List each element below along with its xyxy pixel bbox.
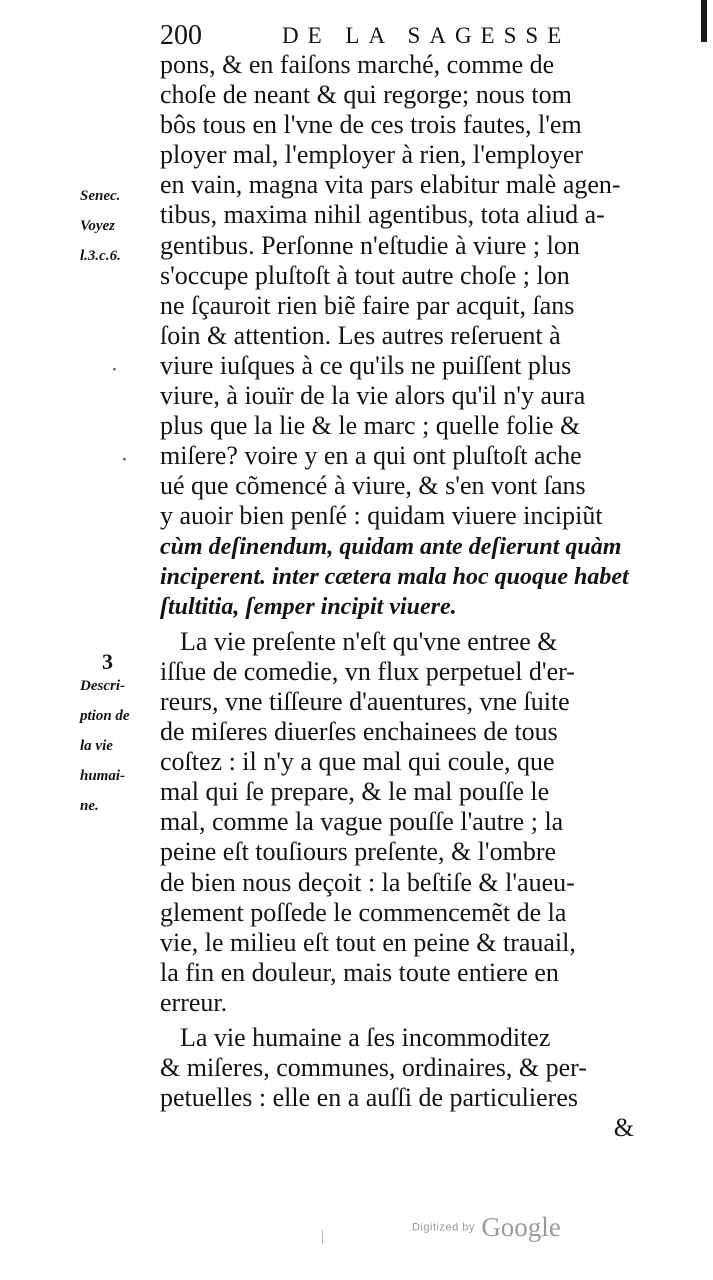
text-line: reurs, vne tiſſeure d'auentures, vne ſuite xyxy=(160,686,570,716)
text-line: de miſeres diuerſes enchainees de tous xyxy=(160,717,558,747)
margin-note-line: humai- xyxy=(80,768,126,785)
text-line: ué que cõmencé à viure, & s'en vont ſans xyxy=(160,471,586,501)
text-line: ſoin & attention. Les autres reſeruent à xyxy=(160,320,561,350)
page-number: 200 xyxy=(160,20,202,51)
text-line: miſere? voire y en a qui ont pluſtoſt ache xyxy=(160,441,582,471)
watermark-prefix: Digitized by xyxy=(412,1221,475,1234)
page-header xyxy=(160,18,571,54)
running-head: DE LA SAGESSE xyxy=(282,23,571,48)
text-line: s'occupe pluſtoſt à tout autre choſe ; lon xyxy=(160,260,570,290)
text-line: la fin en douleur, mais toute entiere en xyxy=(160,957,559,987)
text-line: en vain, magna vita pars elabitur malè agen- xyxy=(160,170,621,200)
text-line: iſſue de comedie, vn flux perpetuel d'er- xyxy=(160,656,575,686)
text-line: mal qui ſe prepare, & le mal pouſſe le xyxy=(160,777,550,807)
margin-note-line: Descri- xyxy=(80,678,125,694)
text-line: glement poſſede le commencemẽt de la xyxy=(160,897,567,927)
text-line: de bien nous deçoit : la beſtiſe & l'aueu- xyxy=(160,867,575,897)
text-line: plus que la lie & le marc ; quelle folie & xyxy=(160,411,581,441)
stray-mark: · xyxy=(122,452,127,468)
text-line: viure, à iouïr de la vie alors qu'il n'y aura xyxy=(160,381,586,411)
text-line: petuelles : elle en a auſſi de particulieres xyxy=(160,1083,578,1113)
text-line: pons, & en faiſons marché, comme de xyxy=(160,50,555,79)
text-line: bôs tous en l'vne de ces trois fautes, l'em xyxy=(160,110,582,140)
text-line: vie, le milieu eſt tout en peine & trauail, xyxy=(160,927,576,957)
margin-note-section xyxy=(80,650,164,824)
page-edge-shadow xyxy=(701,0,707,42)
text-line: viure iuſques à ce qu'ils ne puiſſent plus xyxy=(160,350,572,380)
text-line: ne ſçauroit rien biẽ faire par acquit, ſans xyxy=(160,290,575,320)
margin-note-line: Senec. xyxy=(80,188,121,204)
stray-mark: · xyxy=(112,362,117,378)
latin-quote-line: cùm deſinendum, quidam ante deſierunt quàm xyxy=(160,533,622,560)
catchword: & xyxy=(613,1113,634,1143)
margin-note-line: ption de xyxy=(80,708,130,725)
scan-mark xyxy=(322,1230,323,1244)
paragraph-start-line: La vie preſente n'eſt qu'vne entree & xyxy=(180,626,558,656)
margin-note-line: ne. xyxy=(80,798,99,815)
text-line: peine eſt touſiours preſente, & l'ombre xyxy=(160,837,557,867)
text-line: mal, comme la vague pouſſe l'autre ; la xyxy=(160,807,564,837)
paragraph-start-line: La vie humaine a ſes incommoditez xyxy=(180,1023,551,1052)
body-text xyxy=(160,50,640,1143)
latin-quote-line: ſtultitia, ſemper incipit viuere. xyxy=(160,593,457,620)
text-line: gentibus. Perſonne n'eſtudie à viure ; lon xyxy=(160,230,580,260)
section-number: 3 xyxy=(102,649,113,674)
text-line: coſtez : il n'y a que mal qui coule, que xyxy=(160,747,555,777)
text-line: erreur. xyxy=(160,987,228,1017)
text-line: y auoir bien penſé : quidam viuere incipiũt xyxy=(160,501,603,531)
text-line: & miſeres, communes, ordinaires, & per- xyxy=(160,1053,587,1083)
watermark-brand: Google xyxy=(481,1212,561,1242)
text-line: ployer mal, l'employer à rien, l'employer xyxy=(160,140,584,170)
margin-note-line: Voyez xyxy=(80,218,115,235)
margin-note-line: l.3.c.6. xyxy=(80,248,121,265)
text-line: tibus, maxima nihil agentibus, tota aliud a- xyxy=(160,200,605,230)
margin-note-seneca xyxy=(80,184,164,274)
digitization-watermark xyxy=(412,1212,561,1243)
text-line: choſe de neant & qui regorge; nous tom xyxy=(160,80,572,110)
latin-quote-line: inciperent. inter cætera mala hoc quoque habet xyxy=(160,563,629,590)
margin-note-line: la vie xyxy=(80,738,113,755)
